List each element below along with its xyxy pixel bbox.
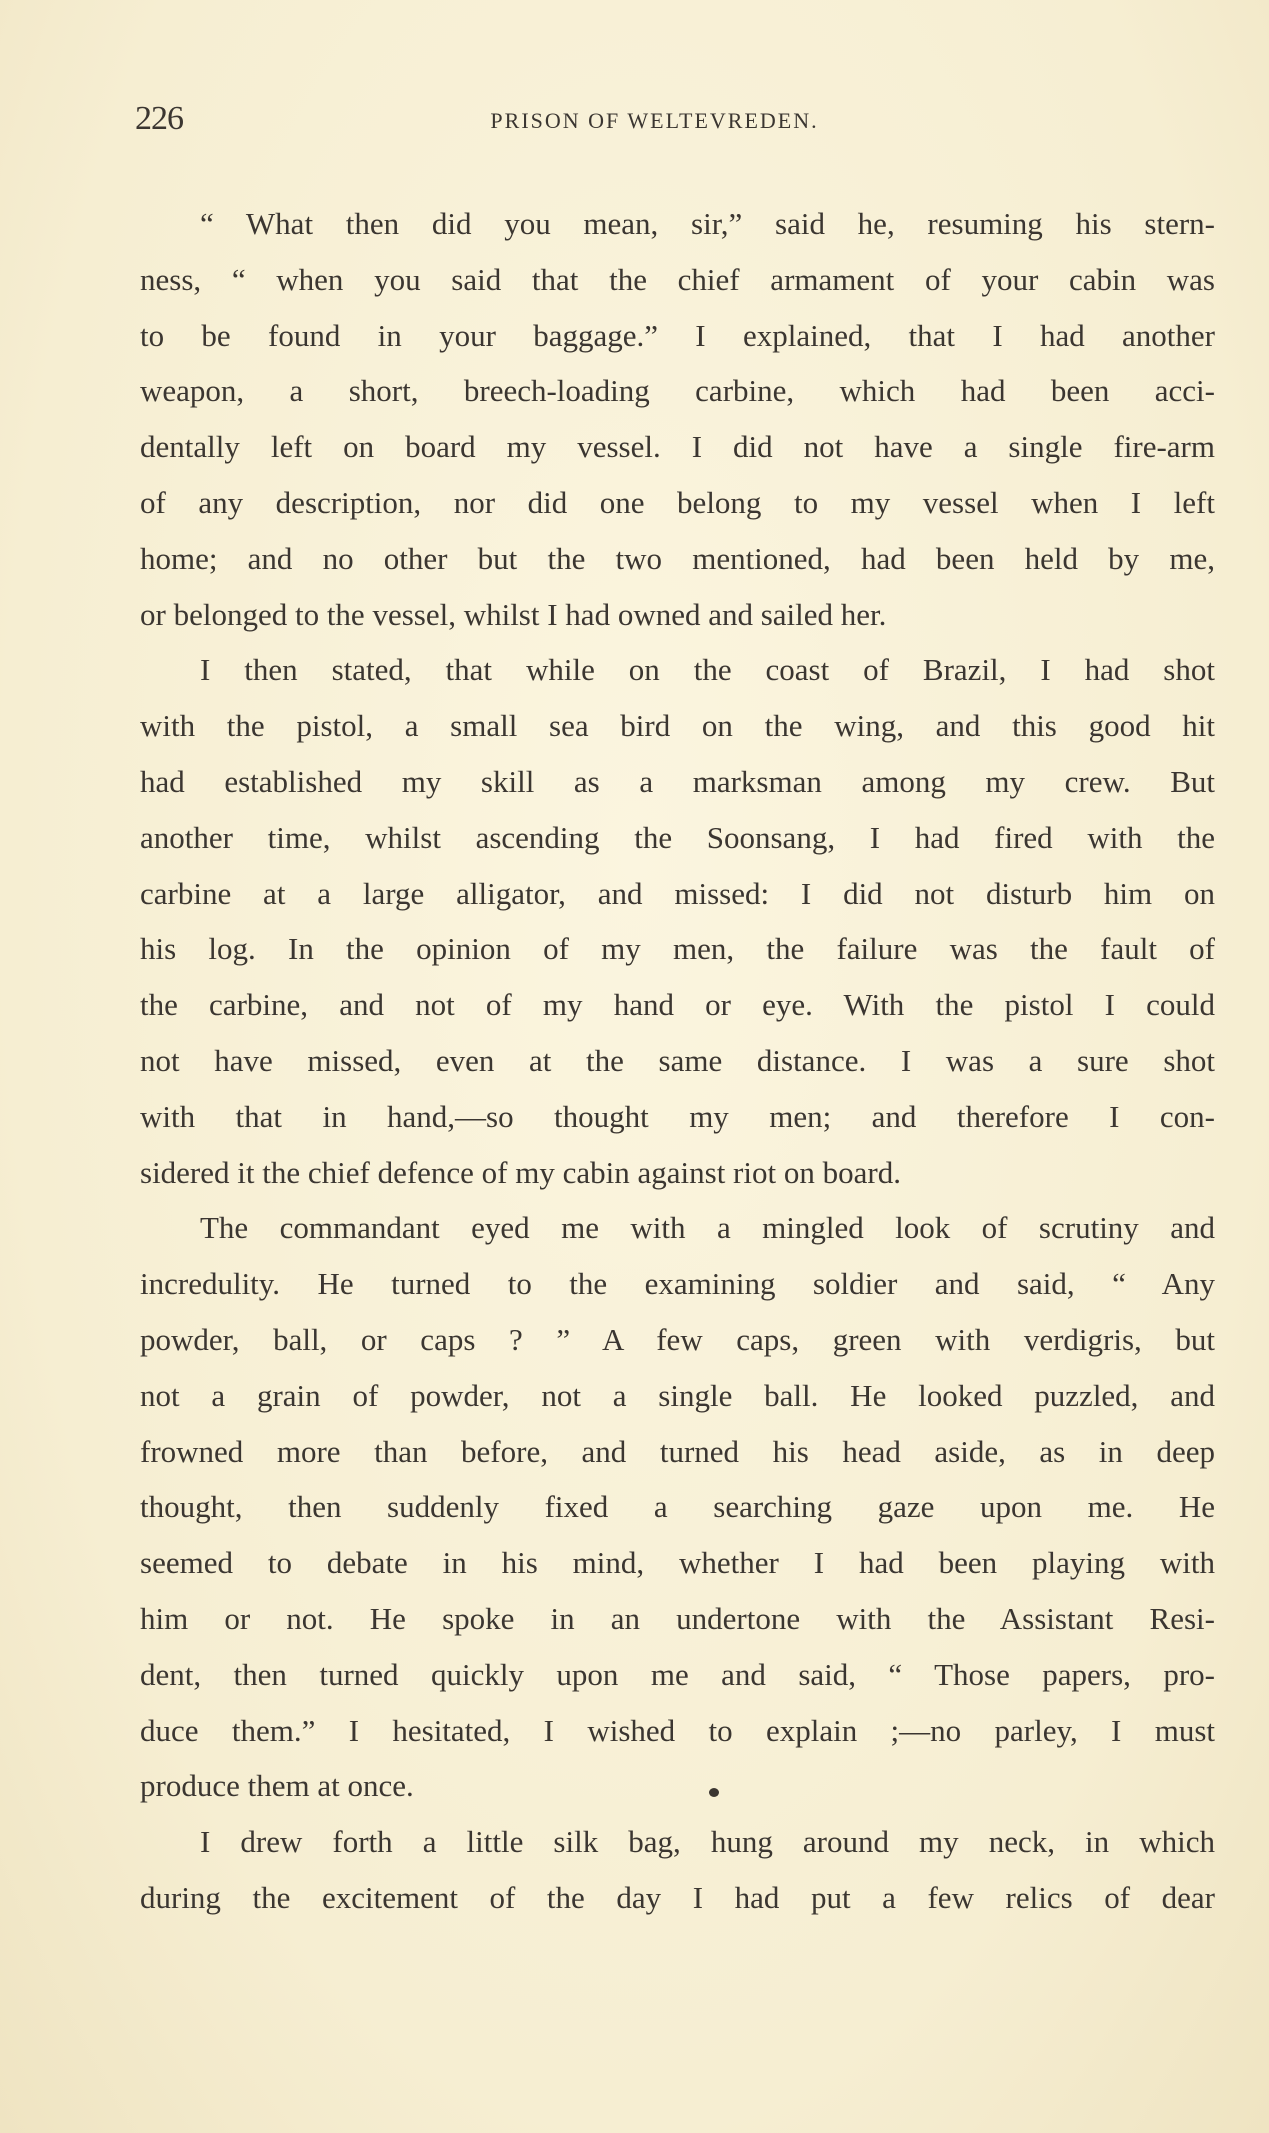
text-line: ness, “ when you said that the chief armament of your cabin was [140,261,1215,297]
text-line: him or not. He spoke in an undertone with the Assistant Resi- [140,1600,1215,1636]
text-line: sidered it the chief defence of my cabin against riot on board. [140,1154,901,1190]
text-line: with that in hand,—so thought my men; and therefore I con- [140,1098,1215,1134]
text-line: produce them at once. [140,1768,414,1804]
body-text [140,196,1215,1926]
text-line: during the excitement of the day I had put a few relics of dear [140,1879,1215,1915]
text-line: with the pistol, a small sea bird on the wing, and this good hit [140,708,1215,744]
text-line: duce them.” I hesitated, I wished to explain ;—no parley, I must [140,1712,1215,1748]
text-line: I then stated, that while on the coast of Brazil, I had shot [200,652,1215,688]
text-line: The commandant eyed me with a mingled look of scrutiny and [200,1210,1215,1246]
paragraph [140,1200,1215,1814]
text-line: “ What then did you mean, sir,” said he, resuming his stern- [200,206,1215,241]
text-line: powder, ball, or caps ? ” A few caps, green with verdigris, but [140,1321,1215,1357]
text-line: had established my skill as a marksman among my crew. But [140,763,1215,799]
text-line: another time, whilst ascending the Soonsang, I had fired with the [140,819,1215,855]
paragraph [140,196,1215,642]
text-line: seemed to debate in his mind, whether I had been playing with [140,1545,1215,1581]
paragraph [140,1814,1215,1926]
text-line: I drew forth a little silk bag, hung around my neck, in which [200,1824,1215,1860]
paragraph [140,642,1215,1200]
text-line: not have missed, even at the same distance. I was a sure shot [140,1042,1215,1078]
text-line: incredulity. He turned to the examining soldier and said, “ Any [140,1266,1215,1302]
text-line: of any description, nor did one belong to my vessel when I left [140,484,1215,520]
text-line: to be found in your baggage.” I explained, that I had another [140,317,1215,353]
text-line: carbine at a large alligator, and missed: I did not disturb him on [140,875,1215,911]
page-number: 226 [135,100,183,137]
text-line: home; and no other but the two mentioned, had been held by me, [140,540,1215,576]
text-line: or belonged to the vessel, whilst I had owned and sailed her. [140,596,887,632]
text-line: dent, then turned quickly upon me and said, “ Those papers, pro- [140,1656,1215,1692]
text-line: weapon, a short, breech-loading carbine, which had been acci- [140,373,1215,409]
text-line: thought, then suddenly fixed a searching gaze upon me. He [140,1489,1215,1525]
ink-smudge [709,1788,719,1797]
text-line: dentally left on board my vessel. I did not have a single fire-arm [140,429,1215,465]
running-head: PRISON OF WELTEVREDEN. [490,108,819,133]
text-line: frowned more than before, and turned his head aside, as in deep [140,1433,1215,1469]
text-line: not a grain of powder, not a single ball. He looked puzzled, and [140,1377,1215,1413]
text-line: the carbine, and not of my hand or eye. With the pistol I could [140,987,1215,1023]
text-line: his log. In the opinion of my men, the failure was the fault of [140,931,1215,967]
